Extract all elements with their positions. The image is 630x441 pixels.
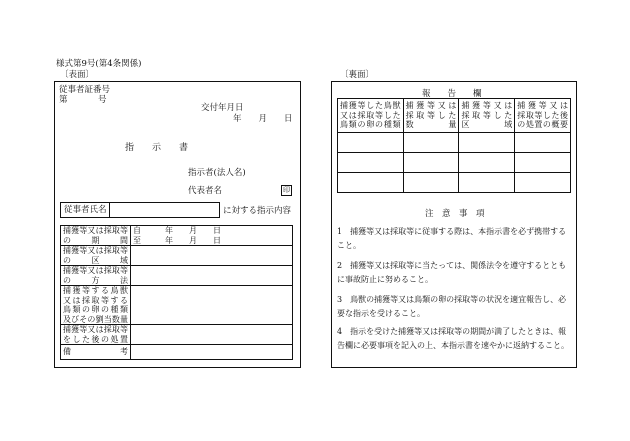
row-disposal-label: 捕獲等又は採取等 をした後の処置	[61, 325, 131, 345]
report-row	[338, 133, 571, 153]
document-title: 指 示 書	[125, 143, 189, 153]
cert-number-suffix: 号	[98, 95, 107, 105]
row-method-value	[131, 266, 293, 286]
front-label: 〔表面〕	[60, 70, 95, 80]
worker-name-box	[60, 202, 220, 218]
row-remarks-value	[131, 345, 293, 360]
row-method	[61, 266, 293, 286]
notes-title: 注 意 事 項	[425, 209, 485, 219]
row-species-value	[131, 286, 293, 325]
row-area-label: 捕獲等又は採取等 の 区 域	[61, 246, 131, 266]
seal-mark: 印	[283, 186, 290, 194]
report-title: 報 告 欄	[422, 89, 482, 99]
report-row	[338, 173, 571, 193]
row-area-value	[131, 246, 293, 266]
row-species	[61, 286, 293, 325]
back-panel	[331, 81, 577, 368]
cert-number-label: 従事者証番号	[59, 85, 111, 95]
note-3: 3 鳥獣の捕獲等又は鳥類の卵の採取等の状況を適宜報告し、必要な指示を受けること。	[337, 295, 567, 318]
header-quantity: 捕獲等又は 採取等した 数 量	[403, 99, 459, 133]
note-2: 2 捕獲等又は採取等に当たっては、関係法令を遵守するとともに事故防止に努めること。	[337, 261, 567, 284]
instruction-table	[60, 225, 293, 360]
instruction-suffix: に対する指示内容	[223, 206, 292, 216]
front-panel	[54, 81, 301, 368]
report-header-row	[338, 99, 571, 133]
worker-name-label: 従事者氏名	[64, 205, 107, 215]
form-number: 様式第9号(第4条関係)	[56, 59, 142, 69]
row-method-label: 捕獲等又は採取等 の 方 法	[61, 266, 131, 286]
row-period-value	[131, 226, 293, 246]
cert-number-prefix: 第	[59, 95, 68, 105]
report-table	[337, 98, 571, 193]
header-species: 捕獲等した鳥獣 又は採取等した 鳥類の卵の種類	[338, 99, 404, 133]
row-disposal	[61, 325, 293, 345]
back-label: 〔裏面〕	[340, 70, 375, 80]
worker-name-divider	[109, 203, 110, 217]
issue-date-label: 交付年月日	[201, 103, 244, 113]
row-remarks	[61, 345, 293, 360]
period-from: 自	[133, 226, 141, 235]
row-period	[61, 226, 293, 246]
representative-label: 代表者名	[188, 186, 223, 196]
header-area: 捕獲等又は 採取等した 区 域	[459, 99, 515, 133]
row-remarks-label: 備 考	[61, 345, 131, 360]
note-1: 1 捕獲等又は採取等に従事する際は、本指示書を必ず携帯すること。	[337, 227, 567, 250]
header-disposal: 捕獲等又は 採取等した後 の処置の概要	[515, 99, 571, 133]
row-disposal-value	[131, 325, 293, 345]
row-period-label: 捕獲等又は採取等 の 期 間	[61, 226, 131, 246]
row-area	[61, 246, 293, 266]
period-from-date: 年 月 日	[165, 226, 221, 235]
report-row	[338, 153, 571, 173]
note-4: 4 指示を受けた捕獲等又は採取等の期間が満了したときは、報告欄に必要事項を記入の上、本指示書を速やかに返納すること。	[337, 327, 569, 350]
period-to-date: 年 月 日	[165, 235, 221, 245]
period-to: 至	[133, 235, 141, 245]
issuer-label: 指示者(法人名)	[188, 168, 246, 178]
issue-date-value: 年 月 日	[233, 114, 293, 124]
row-species-label: 捕獲等する鳥獣 又は採取等する 鳥類の卵の種類 及びその劉当数量	[61, 286, 131, 325]
